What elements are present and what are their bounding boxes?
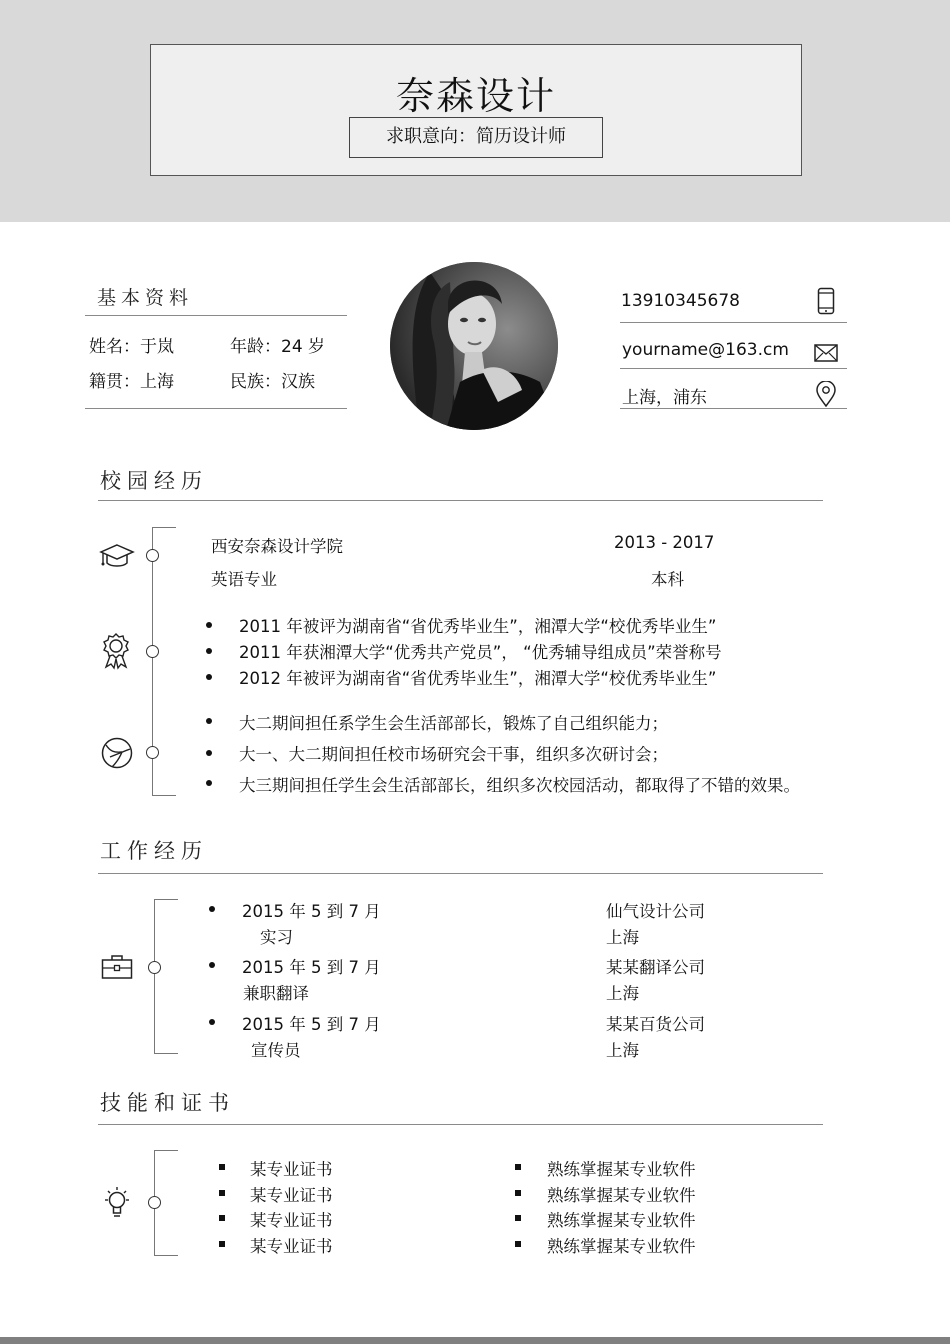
basic-age: 年龄：24 岁 [230, 337, 326, 357]
briefcase-icon [101, 954, 133, 984]
award-item: 2011 年获湘潭大学“优秀共产党员”， “优秀辅导组成员”荣誉称号 [239, 643, 722, 662]
bullet [515, 1164, 521, 1170]
bullet [206, 674, 212, 680]
software-item: 熟练掌握某专业软件 [547, 1211, 696, 1230]
bullet [206, 648, 212, 654]
work-city: 上海 [606, 928, 639, 947]
work-date: 2015 年 5 到 7 月 [242, 902, 381, 921]
skills-timeline-cap-bottom [154, 1255, 178, 1256]
basic-ethnicity: 民族：汉族 [230, 372, 315, 392]
cert-item: 某专业证书 [250, 1211, 333, 1230]
timeline-node [146, 645, 159, 658]
bullet [206, 622, 212, 628]
job-intent: 求职意向：简历设计师 [349, 117, 603, 158]
graduation-cap-icon [99, 543, 135, 573]
campus-title: 校园经历 [100, 469, 208, 493]
cert-item: 某专业证书 [250, 1237, 333, 1256]
bullet [515, 1215, 521, 1221]
activity-item: 大三期间担任学生会生活部部长，组织多次校园活动，都取得了不错的效果。 [239, 776, 800, 795]
work-role: 实习 [260, 928, 293, 947]
basic-info-rule-bottom [85, 408, 347, 409]
bullet [206, 750, 212, 756]
work-timeline-cap-top [154, 899, 178, 900]
contact-rule-2 [620, 368, 847, 369]
work-role: 兼职翻译 [243, 984, 309, 1003]
mobile-phone-icon [817, 287, 835, 319]
bullet [206, 718, 212, 724]
cert-item: 某专业证书 [250, 1186, 333, 1205]
campus-timeline-cap-bottom [152, 795, 176, 796]
activity-item: 大二期间担任系学生会生活部部长，锻炼了自己组织能力； [239, 714, 668, 733]
bullet [209, 1019, 215, 1025]
timeline-node [148, 1196, 161, 1209]
work-timeline [154, 899, 155, 1053]
bullet [219, 1190, 225, 1196]
location-pin-icon [815, 381, 837, 411]
contact-address: 上海，浦东 [622, 388, 707, 408]
work-rule [98, 873, 823, 874]
contact-phone[interactable]: 13910345678 [621, 291, 740, 311]
skills-rule [98, 1124, 823, 1125]
campus-school: 西安奈森设计学院 [211, 537, 343, 556]
software-item: 熟练掌握某专业软件 [547, 1160, 696, 1179]
timeline-node [146, 549, 159, 562]
envelope-icon [814, 344, 838, 366]
basic-origin: 籍贯：上海 [89, 372, 174, 392]
work-city: 上海 [606, 984, 639, 1003]
software-item: 熟练掌握某专业软件 [547, 1186, 696, 1205]
chrome-like-circle-icon [100, 737, 134, 773]
award-item: 2012 年被评为湖南省“省优秀毕业生”，湘潭大学“校优秀毕业生” [239, 669, 717, 688]
name-box [150, 44, 802, 176]
campus-years: 2013 - 2017 [614, 533, 715, 552]
work-city: 上海 [606, 1041, 639, 1060]
award-badge-icon [101, 632, 131, 674]
campus-degree: 本科 [651, 570, 684, 589]
contact-rule-1 [620, 322, 847, 323]
timeline-node [146, 746, 159, 759]
bullet [209, 962, 215, 968]
skills-timeline-cap-top [154, 1150, 178, 1151]
activity-item: 大一、大二期间担任校市场研究会干事，组织多次研讨会； [239, 745, 668, 764]
basic-info-rule-top [85, 315, 347, 316]
bullet [515, 1190, 521, 1196]
bullet [209, 906, 215, 912]
bullet [219, 1241, 225, 1247]
candidate-name: 奈森设计 [395, 74, 556, 118]
lightbulb-icon [102, 1186, 132, 1224]
bullet [219, 1164, 225, 1170]
work-role: 宣传员 [251, 1041, 301, 1060]
basic-info-title: 基本资料 [97, 287, 194, 309]
cert-item: 某专业证书 [250, 1160, 333, 1179]
contact-rule-3 [620, 408, 847, 409]
bottom-bar [0, 1337, 950, 1344]
basic-name: 姓名：于岚 [89, 337, 174, 357]
software-item: 熟练掌握某专业软件 [547, 1237, 696, 1256]
campus-rule [98, 500, 823, 501]
work-company: 仙气设计公司 [606, 902, 705, 921]
bullet [219, 1215, 225, 1221]
profile-photo [390, 262, 558, 430]
work-title: 工作经历 [100, 839, 208, 863]
work-timeline-cap-bottom [154, 1053, 178, 1054]
campus-timeline-cap-top [152, 527, 176, 528]
work-date: 2015 年 5 到 7 月 [242, 958, 381, 977]
campus-major: 英语专业 [211, 570, 277, 589]
award-item: 2011 年被评为湖南省“省优秀毕业生”，湘潭大学“校优秀毕业生” [239, 617, 717, 636]
timeline-node [148, 961, 161, 974]
bullet [515, 1241, 521, 1247]
work-company: 某某百货公司 [606, 1015, 705, 1034]
work-company: 某某翻译公司 [606, 958, 705, 977]
contact-email[interactable]: yourname@163.cm [622, 340, 789, 360]
skills-title: 技能和证书 [100, 1091, 235, 1115]
bullet [206, 780, 212, 786]
work-date: 2015 年 5 到 7 月 [242, 1015, 381, 1034]
